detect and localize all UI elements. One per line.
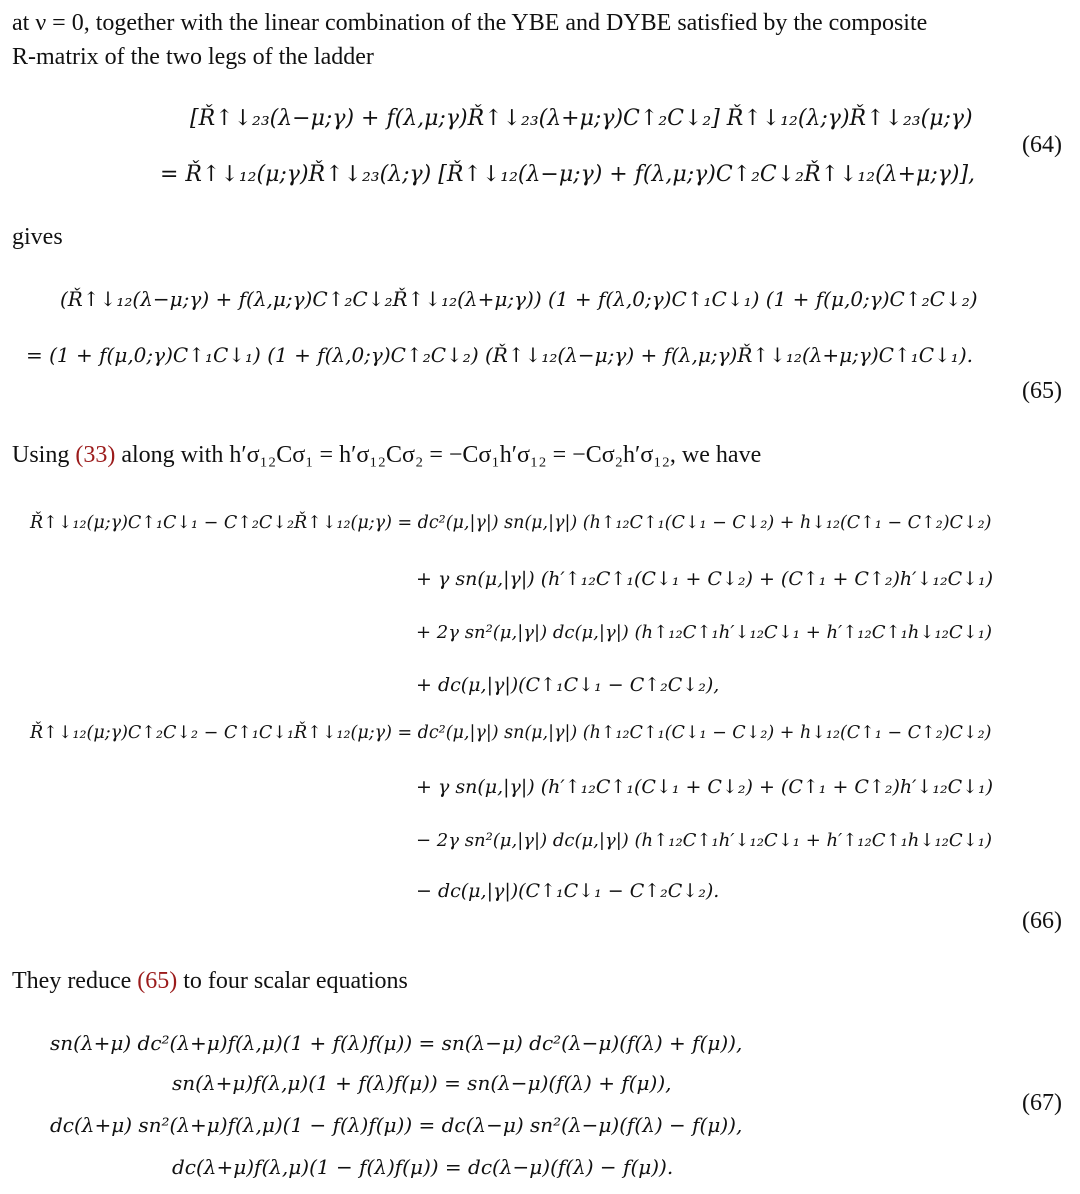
intro-line-2: R-matrix of the two legs of the ladder (12, 44, 374, 70)
eq64-number: (64) (1022, 132, 1062, 158)
eq66-line-8: − dc(μ,|γ|)(C↑₁C↓₁ − C↑₂C↓₂). (416, 880, 720, 902)
eq66-line-5: Ř↑↓₁₂(μ;γ)C↑₂C↓₂ − C↑₁C↓₁Ř↑↓₁₂(μ;γ) = dc²(μ,|γ|) sn(μ,|γ|) (h↑₁₂C↑₁(C↓₁ − C↓₂) + h↓₁₂(C↑₁ − C↑₂)C↓₂) (30, 723, 992, 743)
eq66-line-1: Ř↑↓₁₂(μ;γ)C↑₁C↓₁ − C↑₂C↓₂Ř↑↓₁₂(μ;γ) = dc²(μ,|γ|) sn(μ,|γ|) (h↑₁₂C↑₁(C↓₁ − C↓₂) + h↓₁₂(C↑₁ − C↑₂)C↓₂) (30, 513, 992, 533)
reduce-paragraph (12, 964, 1068, 998)
ref-eq65-link[interactable]: (65) (137, 968, 178, 994)
using-mid: along with h′σ₁₂Cσ₁ = h′σ₁₂Cσ₂ = −Cσ₁h′σ₁₂ = −Cσ₂h′σ₁₂, we have (115, 442, 762, 468)
intro-paragraph (12, 6, 1068, 74)
eq66-line-2: + γ sn(μ,|γ|) (h′↑₁₂C↑₁(C↓₁ + C↓₂) + (C↑₁ + C↑₂)h′↓₁₂C↓₁) (416, 568, 994, 590)
reduce-post: to four scalar equations (177, 968, 408, 994)
eq67-line-1: sn(λ+μ) dc²(λ+μ)f(λ,μ)(1 + f(λ)f(μ)) = sn(λ−μ) dc²(λ−μ)(f(λ) + f(μ)), (50, 1031, 743, 1055)
eq65-line-2: = (1 + f(μ,0;γ)C↑₁C↓₁) (1 + f(λ,0;γ)C↑₂C↓₂) (Ř↑↓₁₂(λ−μ;γ) + f(λ,μ;γ)Ř↑↓₁₂(λ+μ;γ)C↑₁C↓₁). (26, 343, 973, 367)
intro-line-1: at ν = 0, together with the linear combination of the YBE and DYBE satisfied by the composite (12, 10, 928, 36)
eq67-number: (67) (1022, 1090, 1062, 1116)
eq64-line-1: [Ř↑↓₂₃(λ−μ;γ) + f(λ,μ;γ)Ř↑↓₂₃(λ+μ;γ)C↑₂C↓₂] Ř↑↓₁₂(λ;γ)Ř↑↓₂₃(μ;γ) (190, 106, 973, 131)
eq65-line-1: (Ř↑↓₁₂(λ−μ;γ) + f(λ,μ;γ)C↑₂C↓₂Ř↑↓₁₂(λ+μ;γ)) (1 + f(λ,0;γ)C↑₁C↓₁) (1 + f(μ,0;γ)C↑₂C↓₂) (60, 287, 978, 311)
eq66-line-4: + dc(μ,|γ|)(C↑₁C↓₁ − C↑₂C↓₂), (416, 674, 720, 696)
eq67-line-3: dc(λ+μ) sn²(λ+μ)f(λ,μ)(1 − f(λ)f(μ)) = dc(λ−μ) sn²(λ−μ)(f(λ) − f(μ)), (50, 1113, 743, 1137)
ref-eq33-link[interactable]: (33) (75, 442, 116, 468)
using-pre: Using (12, 442, 76, 468)
eq66-line-3: + 2γ sn²(μ,|γ|) dc(μ,|γ|) (h↑₁₂C↑₁h′↓₁₂C↓₁ + h′↑₁₂C↑₁h↓₁₂C↓₁) (416, 622, 992, 643)
eq64-line-2: = Ř↑↓₁₂(μ;γ)Ř↑↓₂₃(λ;γ) [Ř↑↓₁₂(λ−μ;γ) + f(λ,μ;γ)C↑₂C↓₂Ř↑↓₁₂(λ+μ;γ)], (160, 162, 976, 187)
eq66-number: (66) (1022, 908, 1062, 934)
eq65-number: (65) (1022, 378, 1062, 404)
gives-text: gives (12, 224, 63, 250)
eq66-line-7: − 2γ sn²(μ,|γ|) dc(μ,|γ|) (h↑₁₂C↑₁h′↓₁₂C↓₁ + h′↑₁₂C↑₁h↓₁₂C↓₁) (416, 830, 992, 851)
eq67-line-4: dc(λ+μ)f(λ,μ)(1 − f(λ)f(μ)) = dc(λ−μ)(f(λ) − f(μ)). (172, 1155, 674, 1179)
eq67-line-2: sn(λ+μ)f(λ,μ)(1 + f(λ)f(μ)) = sn(λ−μ)(f(λ) + f(μ)), (172, 1071, 672, 1095)
reduce-pre: They reduce (12, 968, 138, 994)
using-paragraph (12, 438, 1068, 472)
eq66-line-6: + γ sn(μ,|γ|) (h′↑₁₂C↑₁(C↓₁ + C↓₂) + (C↑₁ + C↑₂)h′↓₁₂C↓₁) (416, 776, 994, 798)
